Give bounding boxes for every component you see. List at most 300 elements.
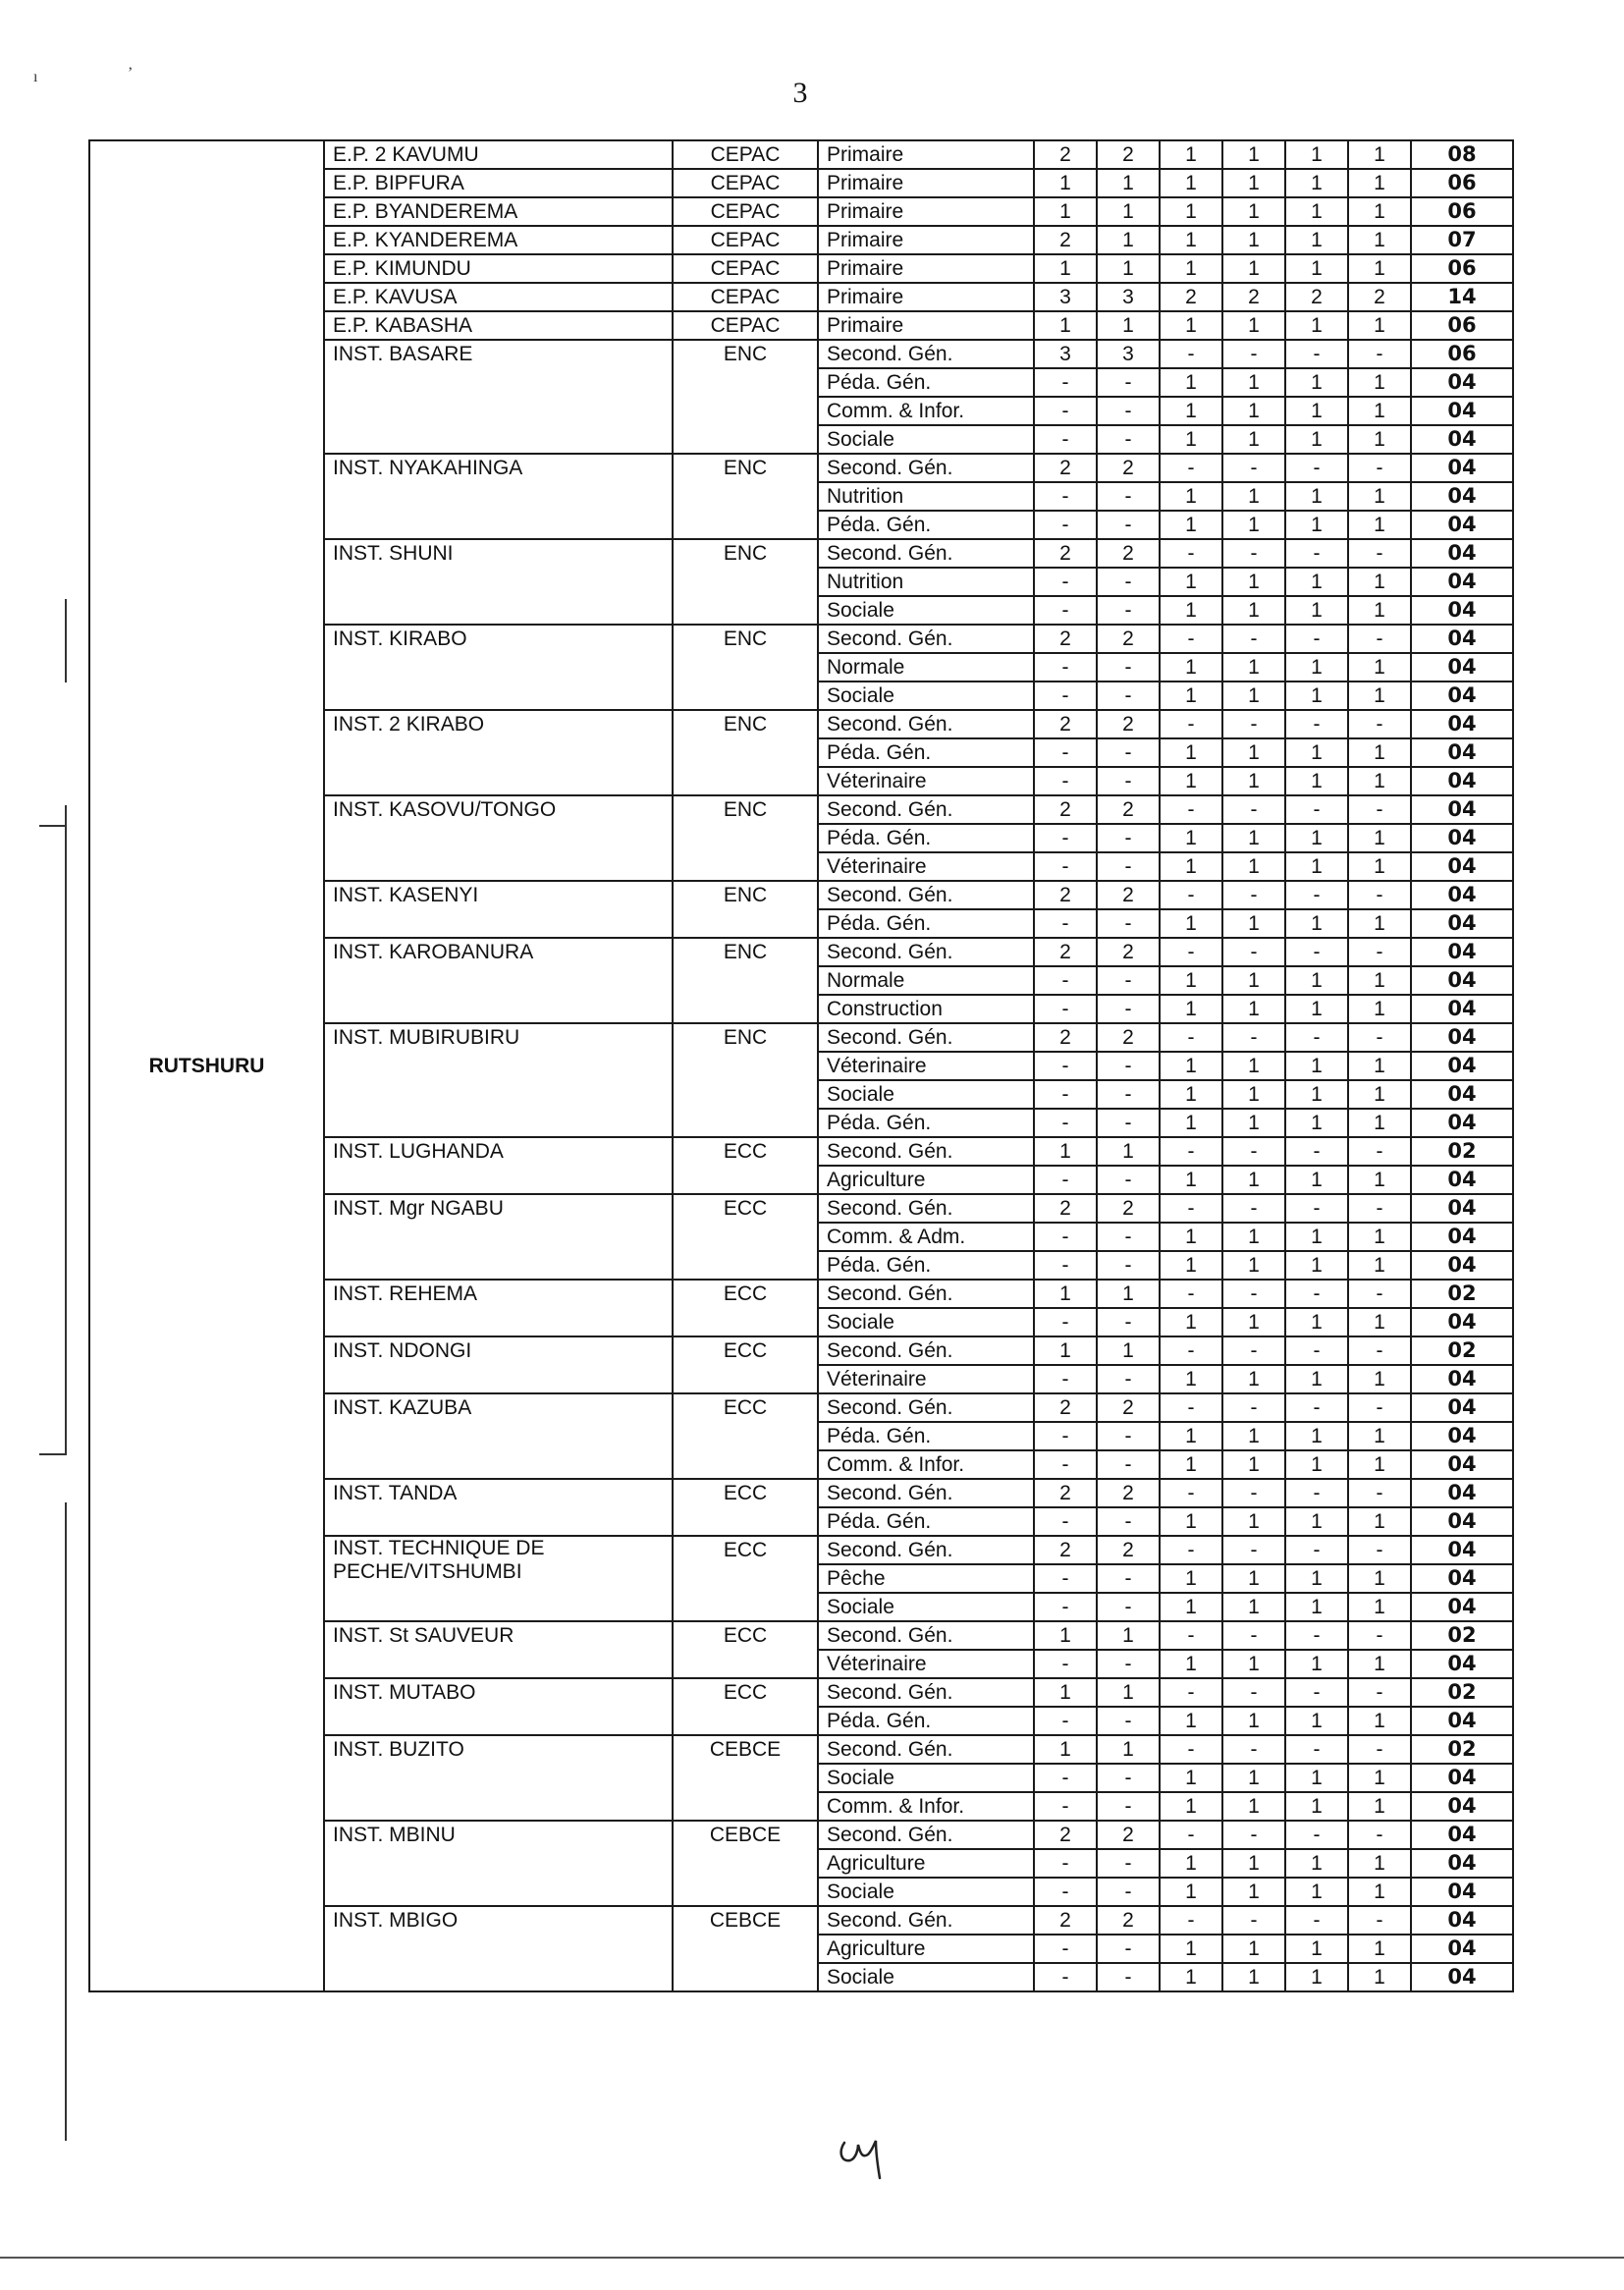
class-count-cell: -: [1348, 795, 1411, 824]
class-count-cell: -: [1034, 596, 1097, 625]
total-cell: 04: [1411, 653, 1513, 682]
class-count-cell: 3: [1097, 340, 1160, 368]
class-count-cell: -: [1097, 1764, 1160, 1792]
class-count-cell: -: [1034, 1223, 1097, 1251]
class-count-cell: -: [1222, 938, 1285, 966]
class-count-cell: 1: [1097, 1137, 1160, 1166]
total-cell: 04: [1411, 596, 1513, 625]
class-count-cell: -: [1285, 340, 1348, 368]
section-name: Véterinaire: [818, 767, 1034, 795]
class-count-cell: 1: [1348, 909, 1411, 938]
class-count-cell: 1: [1348, 169, 1411, 197]
margin-tick: [39, 825, 67, 827]
class-count-cell: -: [1222, 795, 1285, 824]
class-count-cell: 2: [1034, 1479, 1097, 1507]
class-count-cell: -: [1348, 1621, 1411, 1650]
section-name: Second. Gén.: [818, 1137, 1034, 1166]
class-count-cell: 1: [1160, 995, 1222, 1023]
section-name: Péda. Gén.: [818, 368, 1034, 397]
total-cell: 04: [1411, 1023, 1513, 1052]
class-count-cell: -: [1160, 1280, 1222, 1308]
total-cell: 04: [1411, 1450, 1513, 1479]
section-name: Second. Gén.: [818, 1621, 1034, 1650]
class-count-cell: 1: [1285, 1849, 1348, 1878]
class-count-cell: 1: [1348, 852, 1411, 881]
class-count-cell: -: [1222, 710, 1285, 738]
class-count-cell: -: [1160, 1536, 1222, 1564]
network-name: ENC: [673, 340, 818, 454]
total-cell: 04: [1411, 1792, 1513, 1821]
class-count-cell: 1: [1160, 767, 1222, 795]
total-cell: 04: [1411, 938, 1513, 966]
total-cell: 04: [1411, 1166, 1513, 1194]
class-count-cell: 1: [1222, 767, 1285, 795]
section-name: Péda. Gén.: [818, 738, 1034, 767]
class-count-cell: 1: [1160, 1792, 1222, 1821]
class-count-cell: 1: [1160, 596, 1222, 625]
network-name: CEBCE: [673, 1906, 818, 1991]
class-count-cell: 1: [1222, 596, 1285, 625]
class-count-cell: -: [1034, 1707, 1097, 1735]
class-count-cell: 1: [1348, 482, 1411, 511]
class-count-cell: 1: [1160, 482, 1222, 511]
total-cell: 04: [1411, 368, 1513, 397]
class-count-cell: -: [1097, 1564, 1160, 1593]
network-name: ENC: [673, 881, 818, 938]
total-cell: 04: [1411, 1080, 1513, 1109]
class-count-cell: 1: [1285, 1564, 1348, 1593]
school-name: INST. TECHNIQUE DE PECHE/VITSHUMBI: [324, 1536, 673, 1621]
class-count-cell: -: [1285, 710, 1348, 738]
school-name: INST. MUTABO: [324, 1678, 673, 1735]
class-count-cell: 1: [1348, 1707, 1411, 1735]
network-name: ENC: [673, 625, 818, 710]
class-count-cell: 1: [1285, 909, 1348, 938]
section-name: Primaire: [818, 254, 1034, 283]
class-count-cell: -: [1097, 1308, 1160, 1336]
class-count-cell: -: [1034, 682, 1097, 710]
class-count-cell: 2: [1097, 1393, 1160, 1422]
class-count-cell: -: [1034, 1450, 1097, 1479]
class-count-cell: 1: [1285, 1308, 1348, 1336]
class-count-cell: -: [1097, 1963, 1160, 1991]
class-count-cell: 1: [1285, 1507, 1348, 1536]
class-count-cell: -: [1222, 1023, 1285, 1052]
section-name: Second. Gén.: [818, 1906, 1034, 1935]
class-count-cell: 1: [1285, 1080, 1348, 1109]
scan-mark: ʼ: [128, 65, 134, 82]
total-cell: 04: [1411, 1821, 1513, 1849]
class-count-cell: -: [1285, 1906, 1348, 1935]
section-name: Véterinaire: [818, 1650, 1034, 1678]
class-count-cell: -: [1285, 1621, 1348, 1650]
section-name: Second. Gén.: [818, 1821, 1034, 1849]
class-count-cell: -: [1097, 852, 1160, 881]
total-cell: 04: [1411, 1223, 1513, 1251]
class-count-cell: 1: [1160, 1109, 1222, 1137]
class-count-cell: 1: [1097, 226, 1160, 254]
total-cell: 04: [1411, 454, 1513, 482]
class-count-cell: 1: [1348, 1450, 1411, 1479]
class-count-cell: -: [1097, 966, 1160, 995]
class-count-cell: -: [1034, 909, 1097, 938]
class-count-cell: -: [1097, 653, 1160, 682]
school-name: INST. TANDA: [324, 1479, 673, 1536]
class-count-cell: 1: [1348, 1650, 1411, 1678]
total-cell: 04: [1411, 795, 1513, 824]
margin-line: [65, 1502, 67, 2141]
class-count-cell: -: [1097, 1365, 1160, 1393]
class-count-cell: 3: [1034, 283, 1097, 311]
class-count-cell: 1: [1348, 1251, 1411, 1280]
total-cell: 04: [1411, 1878, 1513, 1906]
class-count-cell: 2: [1097, 1479, 1160, 1507]
class-count-cell: 1: [1222, 169, 1285, 197]
total-cell: 04: [1411, 909, 1513, 938]
class-count-cell: 2: [1097, 938, 1160, 966]
class-count-cell: -: [1222, 1336, 1285, 1365]
class-count-cell: 2: [1034, 454, 1097, 482]
section-name: Véterinaire: [818, 852, 1034, 881]
class-count-cell: 1: [1222, 1650, 1285, 1678]
section-name: Péda. Gén.: [818, 1707, 1034, 1735]
class-count-cell: -: [1285, 1821, 1348, 1849]
class-count-cell: 1: [1285, 1251, 1348, 1280]
class-count-cell: -: [1034, 1080, 1097, 1109]
class-count-cell: -: [1034, 1935, 1097, 1963]
class-count-cell: 1: [1348, 682, 1411, 710]
total-cell: 04: [1411, 1507, 1513, 1536]
class-count-cell: 1: [1348, 1593, 1411, 1621]
total-cell: 04: [1411, 1707, 1513, 1735]
network-name: ECC: [673, 1621, 818, 1678]
class-count-cell: 1: [1160, 1593, 1222, 1621]
class-count-cell: -: [1160, 625, 1222, 653]
scan-mark: ı: [33, 69, 38, 85]
class-count-cell: 1: [1222, 1223, 1285, 1251]
class-count-cell: -: [1285, 795, 1348, 824]
network-name: ENC: [673, 710, 818, 795]
class-count-cell: 1: [1222, 1963, 1285, 1991]
section-name: Second. Gén.: [818, 1280, 1034, 1308]
class-count-cell: -: [1348, 539, 1411, 568]
total-cell: 06: [1411, 340, 1513, 368]
class-count-cell: -: [1097, 368, 1160, 397]
class-count-cell: -: [1160, 1023, 1222, 1052]
margin-tick: [39, 1453, 67, 1455]
class-count-cell: -: [1097, 1223, 1160, 1251]
class-count-cell: 1: [1222, 254, 1285, 283]
school-name: E.P. KIMUNDU: [324, 254, 673, 283]
section-name: Second. Gén.: [818, 340, 1034, 368]
class-count-cell: -: [1097, 824, 1160, 852]
class-count-cell: 1: [1348, 1564, 1411, 1593]
total-cell: 07: [1411, 226, 1513, 254]
class-count-cell: -: [1034, 1109, 1097, 1137]
class-count-cell: -: [1097, 995, 1160, 1023]
class-count-cell: 2: [1034, 539, 1097, 568]
class-count-cell: 1: [1285, 596, 1348, 625]
section-name: Péda. Gén.: [818, 1422, 1034, 1450]
class-count-cell: 1: [1348, 368, 1411, 397]
class-count-cell: 1: [1034, 1137, 1097, 1166]
class-count-cell: 1: [1160, 311, 1222, 340]
class-count-cell: -: [1097, 1251, 1160, 1280]
class-count-cell: -: [1348, 1479, 1411, 1507]
class-count-cell: -: [1160, 1621, 1222, 1650]
class-count-cell: 1: [1285, 368, 1348, 397]
class-count-cell: 1: [1160, 1963, 1222, 1991]
class-count-cell: -: [1034, 1166, 1097, 1194]
class-count-cell: 1: [1285, 254, 1348, 283]
class-count-cell: -: [1160, 539, 1222, 568]
class-count-cell: 2: [1034, 795, 1097, 824]
class-count-cell: 1: [1285, 140, 1348, 169]
total-cell: 04: [1411, 397, 1513, 425]
class-count-cell: 1: [1285, 397, 1348, 425]
section-name: Primaire: [818, 226, 1034, 254]
class-count-cell: -: [1034, 653, 1097, 682]
section-name: Véterinaire: [818, 1052, 1034, 1080]
section-name: Second. Gén.: [818, 1678, 1034, 1707]
school-name: INST. KASOVU/TONGO: [324, 795, 673, 881]
network-name: CEBCE: [673, 1735, 818, 1821]
section-name: Second. Gén.: [818, 1194, 1034, 1223]
class-count-cell: 1: [1285, 824, 1348, 852]
class-count-cell: -: [1348, 1336, 1411, 1365]
total-cell: 04: [1411, 852, 1513, 881]
class-count-cell: -: [1097, 482, 1160, 511]
section-name: Second. Gén.: [818, 881, 1034, 909]
class-count-cell: 1: [1222, 682, 1285, 710]
class-count-cell: 1: [1034, 1735, 1097, 1764]
class-count-cell: -: [1348, 1194, 1411, 1223]
total-cell: 04: [1411, 767, 1513, 795]
class-count-cell: 1: [1160, 1764, 1222, 1792]
section-name: Sociale: [818, 1878, 1034, 1906]
class-count-cell: 1: [1160, 1365, 1222, 1393]
class-count-cell: 1: [1160, 1223, 1222, 1251]
class-count-cell: 1: [1348, 1109, 1411, 1137]
network-name: ENC: [673, 1023, 818, 1137]
class-count-cell: -: [1034, 482, 1097, 511]
class-count-cell: -: [1097, 1166, 1160, 1194]
class-count-cell: -: [1285, 881, 1348, 909]
class-count-cell: 1: [1160, 568, 1222, 596]
class-count-cell: 1: [1222, 1365, 1285, 1393]
class-count-cell: 1: [1222, 1166, 1285, 1194]
total-cell: 04: [1411, 1251, 1513, 1280]
class-count-cell: 1: [1348, 226, 1411, 254]
class-count-cell: 1: [1097, 1735, 1160, 1764]
class-count-cell: -: [1097, 1792, 1160, 1821]
school-name: E.P. BIPFURA: [324, 169, 673, 197]
class-count-cell: -: [1348, 1536, 1411, 1564]
class-count-cell: 2: [1097, 795, 1160, 824]
class-count-cell: 1: [1097, 197, 1160, 226]
class-count-cell: -: [1160, 1735, 1222, 1764]
class-count-cell: 1: [1348, 254, 1411, 283]
class-count-cell: 1: [1348, 767, 1411, 795]
class-count-cell: -: [1348, 1280, 1411, 1308]
class-count-cell: 1: [1285, 1935, 1348, 1963]
section-name: Primaire: [818, 169, 1034, 197]
class-count-cell: -: [1034, 511, 1097, 539]
class-count-cell: 1: [1285, 1223, 1348, 1251]
class-count-cell: 1: [1285, 852, 1348, 881]
class-count-cell: 1: [1348, 1080, 1411, 1109]
network-name: ENC: [673, 795, 818, 881]
class-count-cell: 2: [1097, 1536, 1160, 1564]
class-count-cell: 1: [1285, 1052, 1348, 1080]
class-count-cell: 1: [1160, 1052, 1222, 1080]
class-count-cell: -: [1285, 1735, 1348, 1764]
class-count-cell: 1: [1097, 1621, 1160, 1650]
class-count-cell: 1: [1285, 966, 1348, 995]
total-cell: 04: [1411, 1963, 1513, 1991]
class-count-cell: 1: [1160, 425, 1222, 454]
class-count-cell: -: [1034, 1365, 1097, 1393]
school-name: INST. MUBIRUBIRU: [324, 1023, 673, 1137]
class-count-cell: -: [1097, 1080, 1160, 1109]
class-count-cell: -: [1222, 1821, 1285, 1849]
total-cell: 04: [1411, 1849, 1513, 1878]
class-count-cell: 1: [1097, 311, 1160, 340]
bottom-rule: [0, 2257, 1624, 2259]
class-count-cell: -: [1097, 1878, 1160, 1906]
class-count-cell: 1: [1285, 1365, 1348, 1393]
class-count-cell: 1: [1285, 1707, 1348, 1735]
class-count-cell: -: [1285, 1194, 1348, 1223]
class-count-cell: -: [1348, 881, 1411, 909]
section-name: Second. Gén.: [818, 1336, 1034, 1365]
section-name: Nutrition: [818, 482, 1034, 511]
class-count-cell: -: [1222, 1137, 1285, 1166]
class-count-cell: 1: [1285, 653, 1348, 682]
class-count-cell: -: [1034, 767, 1097, 795]
section-name: Comm. & Infor.: [818, 1792, 1034, 1821]
class-count-cell: -: [1160, 710, 1222, 738]
section-name: Second. Gén.: [818, 1735, 1034, 1764]
network-name: ECC: [673, 1280, 818, 1336]
class-count-cell: -: [1034, 995, 1097, 1023]
school-name: INST. NDONGI: [324, 1336, 673, 1393]
class-count-cell: 1: [1222, 995, 1285, 1023]
class-count-cell: -: [1285, 1280, 1348, 1308]
total-cell: 04: [1411, 995, 1513, 1023]
class-count-cell: 1: [1222, 738, 1285, 767]
section-name: Primaire: [818, 311, 1034, 340]
network-name: CEBCE: [673, 1821, 818, 1906]
class-count-cell: 1: [1348, 596, 1411, 625]
class-count-cell: 1: [1160, 1080, 1222, 1109]
class-count-cell: 1: [1222, 1109, 1285, 1137]
school-name: INST. MBINU: [324, 1821, 673, 1906]
class-count-cell: 1: [1348, 966, 1411, 995]
class-count-cell: 2: [1097, 1023, 1160, 1052]
school-name: INST. St SAUVEUR: [324, 1621, 673, 1678]
section-name: Sociale: [818, 1080, 1034, 1109]
class-count-cell: 1: [1285, 1792, 1348, 1821]
class-count-cell: -: [1348, 1137, 1411, 1166]
class-count-cell: -: [1034, 1308, 1097, 1336]
section-name: Second. Gén.: [818, 539, 1034, 568]
class-count-cell: 1: [1097, 1678, 1160, 1707]
section-name: Agriculture: [818, 1849, 1034, 1878]
class-count-cell: 2: [1034, 625, 1097, 653]
class-count-cell: 1: [1097, 1280, 1160, 1308]
total-cell: 04: [1411, 1650, 1513, 1678]
class-count-cell: 2: [1285, 283, 1348, 311]
school-name: E.P. 2 KAVUMU: [324, 140, 673, 169]
class-count-cell: -: [1222, 1735, 1285, 1764]
class-count-cell: 1: [1160, 1707, 1222, 1735]
school-name: INST. KAROBANURA: [324, 938, 673, 1023]
class-count-cell: 2: [1097, 140, 1160, 169]
class-count-cell: -: [1097, 1109, 1160, 1137]
total-cell: 04: [1411, 1109, 1513, 1137]
class-count-cell: 1: [1222, 226, 1285, 254]
section-name: Second. Gén.: [818, 625, 1034, 653]
class-count-cell: 1: [1348, 140, 1411, 169]
network-name: CEPAC: [673, 311, 818, 340]
class-count-cell: 1: [1160, 738, 1222, 767]
class-count-cell: -: [1348, 710, 1411, 738]
margin-line: [65, 805, 67, 1453]
class-count-cell: -: [1222, 625, 1285, 653]
class-count-cell: -: [1097, 1450, 1160, 1479]
class-count-cell: -: [1034, 1650, 1097, 1678]
class-count-cell: 2: [1034, 1536, 1097, 1564]
class-count-cell: -: [1285, 625, 1348, 653]
class-count-cell: -: [1034, 1052, 1097, 1080]
class-count-cell: -: [1034, 824, 1097, 852]
class-count-cell: 1: [1348, 1507, 1411, 1536]
total-cell: 04: [1411, 710, 1513, 738]
school-name: INST. BASARE: [324, 340, 673, 454]
school-name: INST. KAZUBA: [324, 1393, 673, 1479]
class-count-cell: -: [1222, 454, 1285, 482]
class-count-cell: 1: [1160, 1564, 1222, 1593]
class-count-cell: 1: [1285, 197, 1348, 226]
class-count-cell: 1: [1160, 397, 1222, 425]
total-cell: 04: [1411, 1564, 1513, 1593]
network-name: CEPAC: [673, 140, 818, 169]
class-count-cell: 1: [1285, 1109, 1348, 1137]
total-cell: 04: [1411, 1308, 1513, 1336]
section-name: Péda. Gén.: [818, 909, 1034, 938]
class-count-cell: 1: [1348, 1963, 1411, 1991]
class-count-cell: -: [1097, 397, 1160, 425]
class-count-cell: 2: [1097, 710, 1160, 738]
network-name: CEPAC: [673, 197, 818, 226]
class-count-cell: -: [1348, 1393, 1411, 1422]
class-count-cell: 2: [1034, 1821, 1097, 1849]
class-count-cell: 1: [1222, 1564, 1285, 1593]
class-count-cell: 1: [1285, 1963, 1348, 1991]
class-count-cell: 1: [1222, 1593, 1285, 1621]
class-count-cell: 1: [1034, 311, 1097, 340]
total-cell: 04: [1411, 625, 1513, 653]
section-name: Primaire: [818, 140, 1034, 169]
section-name: Véterinaire: [818, 1365, 1034, 1393]
class-count-cell: -: [1160, 1393, 1222, 1422]
class-count-cell: 1: [1285, 995, 1348, 1023]
class-count-cell: -: [1222, 1621, 1285, 1650]
class-count-cell: -: [1097, 682, 1160, 710]
school-name: INST. KASENYI: [324, 881, 673, 938]
school-name: E.P. BYANDEREMA: [324, 197, 673, 226]
